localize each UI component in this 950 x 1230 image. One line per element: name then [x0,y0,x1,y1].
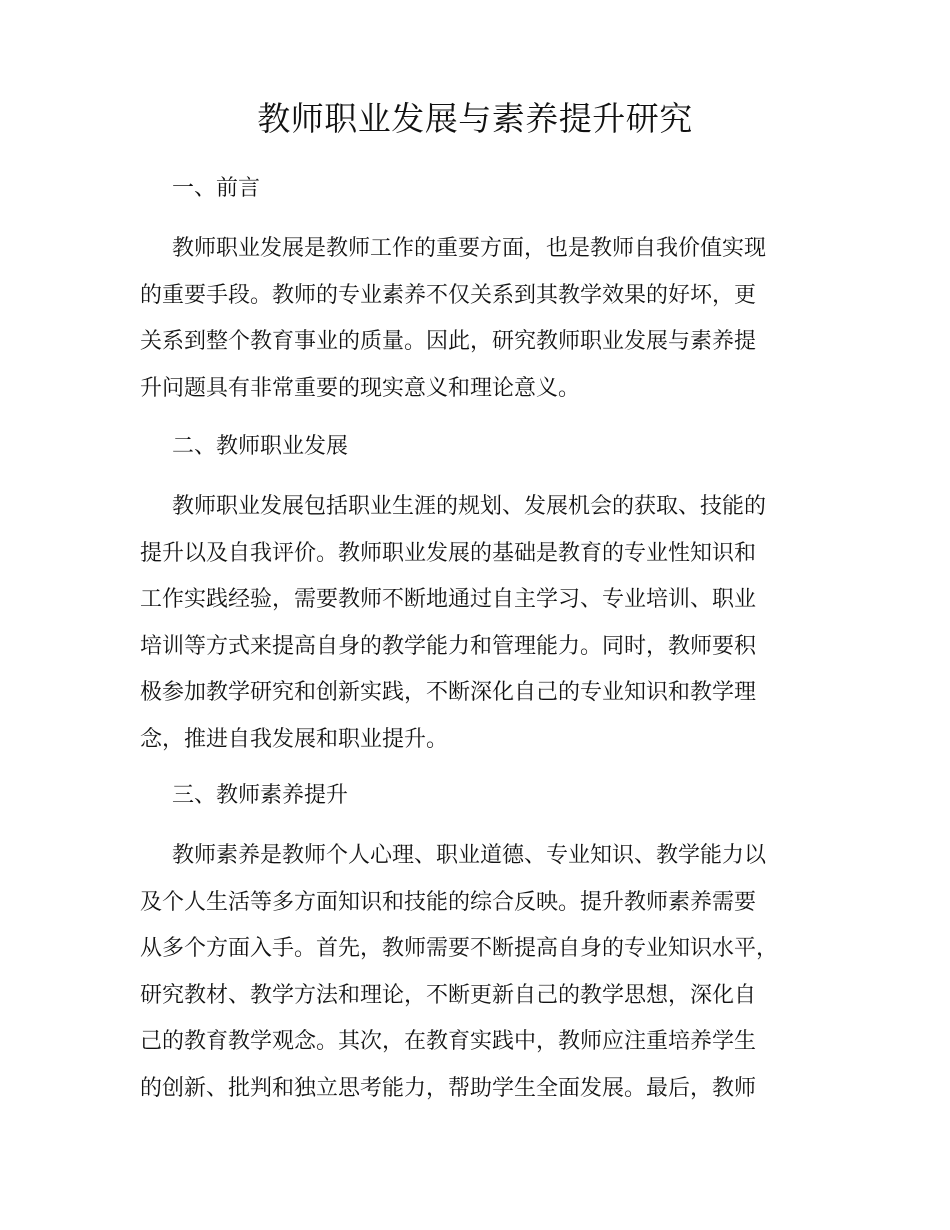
section-heading-literacy-improvement: 三、教师素养提升 [172,783,349,808]
paragraph-line: 教师素养是教师个人心理、职业道德、专业知识、教学能力以 [172,843,767,868]
paragraph-line: 教师职业发展包括职业生涯的规划、发展机会的获取、技能的 [172,494,767,519]
paragraph-line: 培训等方式来提高自身的教学能力和管理能力。同时，教师要积 [140,633,757,659]
paragraph-line: 提升以及自我评价。教师职业发展的基础是教育的专业性知识和 [140,540,757,566]
section-paragraph-literacy-improvement [140,841,830,1120]
paragraph-line: 的创新、批判和独立思考能力，帮助学生全面发展。最后，教师 [140,1075,757,1101]
section-paragraph-preface [140,234,830,420]
paragraph-line: 念，推进自我发展和职业提升。 [140,726,449,752]
section-paragraph-career-development [140,492,830,771]
document-title: 教师职业发展与素养提升研究 [257,99,693,138]
paragraph-line: 升问题具有非常重要的现实意义和理论意义。 [140,375,581,401]
paragraph-line: 工作实践经验，需要教师不断地通过自主学习、专业培训、职业 [140,587,757,612]
paragraph-line: 的重要手段。教师的专业素养不仅关系到其教学效果的好坏，更 [140,282,757,308]
paragraph-line: 研究教材、教学方法和理论，不断更新自己的教学思想，深化自 [140,982,757,1008]
paragraph-line: 己的教育教学观念。其次，在教育实践中，教师应注重培养学生 [140,1029,757,1054]
paragraph-line: 教师职业发展是教师工作的重要方面，也是教师自我价值实现 [172,236,767,261]
section-heading-career-development: 二、教师职业发展 [172,434,349,459]
paragraph-line: 及个人生活等多方面知识和技能的综合反映。提升教师素养需要 [140,889,757,915]
paragraph-line: 关系到整个教育事业的质量。因此，研究教师职业发展与素养提 [140,329,757,354]
paragraph-line: 极参加教学研究和创新实践，不断深化自己的专业知识和教学理 [140,680,757,705]
paragraph-line: 从多个方面入手。首先，教师需要不断提高自身的专业知识水平， [140,936,779,961]
section-heading-preface: 一、前言 [172,176,261,201]
